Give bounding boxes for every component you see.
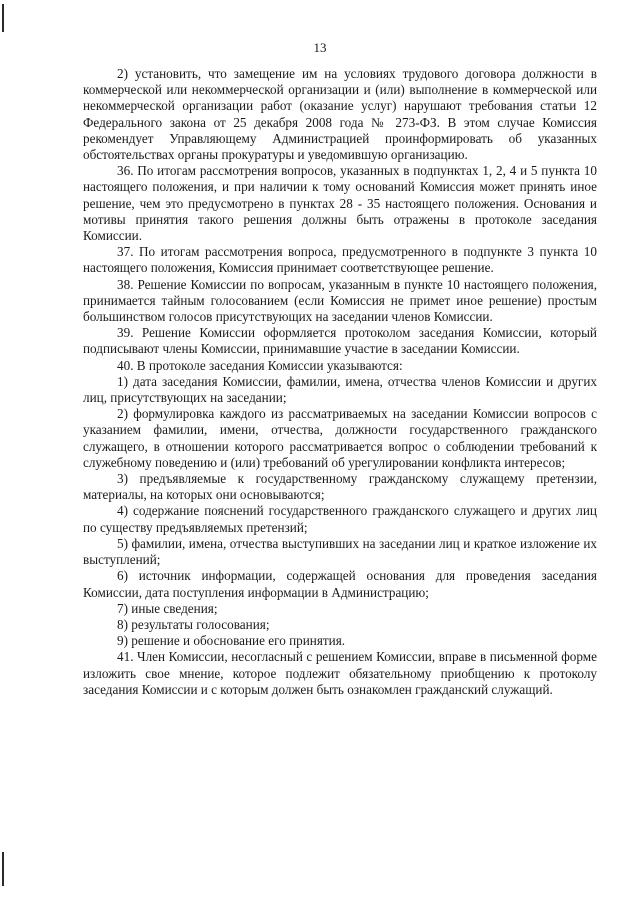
- paragraph-40-item-7: 7) иные сведения;: [117, 600, 218, 616]
- paragraph-40-item-6: 6) источник информации, содержащей основания для проведения заседания Комиссии, дата поступления информации в Администрацию;: [83, 568, 597, 600]
- paragraph-36: 36. По итогам рассмотрения вопросов, указанных в подпунктах 1, 2, 4 и 5 пункта 10 настоящего положения, и при наличии к тому оснований Комиссия может принять иное решение, чем это предусмотрено в пунктах 28 - 35 настоящего положения. Основания и мотивы принятия такого решения должны быть отражены в протоколе заседания Комиссии.: [83, 163, 597, 244]
- paragraph-41: 41. Член Комиссии, несогласный с решением Комиссии, вправе в письменной форме изложить свое мнение, которое подлежит обязательному приобщению к протоколу заседания Комиссии и с которым должен быть ознакомлен гражданский служащий.: [83, 649, 597, 697]
- paragraph-40-item-2: 2) формулировка каждого из рассматриваемых на заседании Комиссии вопросов с указанием фамилии, имени, отчества, должности государственного гражданского служащего, в отношении которого рассматривается вопрос о соблюдении требований к служебному поведению и (или) требований об урегулировании конфликта интересов;: [83, 406, 597, 470]
- paragraph-40-item-8: 8) результаты голосования;: [117, 616, 270, 632]
- page-number: 13: [313, 40, 327, 55]
- paragraph-37: 37. По итогам рассмотрения вопроса, предусмотренного в подпункте 3 пункта 10 настоящего положения, Комиссия принимает соответствующее решение.: [83, 244, 597, 276]
- paragraph-40: 40. В протоколе заседания Комиссии указываются:: [117, 357, 403, 373]
- scan-edge-mark-bottom: [2, 852, 4, 886]
- paragraph-38: 38. Решение Комиссии по вопросам, указанным в пункте 10 настоящего положения, принимается тайным голосованием (если Комиссия не примет иное решение) простым большинством голосов присутствующих на заседании членов Комиссии.: [83, 276, 597, 325]
- paragraph-39: 39. Решение Комиссии оформляется протоколом заседания Комиссии, который подписывают члены Комиссии, принимавшие участие в заседании Комиссии.: [83, 325, 597, 357]
- paragraph-40-item-5: 5) фамилии, имена, отчества выступивших на заседании лиц и краткое изложение их выступлений;: [83, 535, 597, 568]
- paragraph-2-subpoint: 2) установить, что замещение им на условиях трудового договора должности в коммерческой или некоммерческой организации и (или) выполнение в коммерческой или некоммерческой организации работ (оказание услуг) нарушают требования статьи 12 Федерального закона от 25 декабря 2008 года № 273-ФЗ. В этом случае Комиссия рекомендует Управляющему Администрацией проинформировать об указанных обстоятельствах органы прокуратуры и уведомившую организацию.: [83, 66, 597, 163]
- paragraph-40-item-1: 1) дата заседания Комиссии, фамилии, имена, отчества членов Комиссии и других лиц, присутствующих на заседании;: [83, 373, 597, 406]
- paragraph-40-item-4: 4) содержание пояснений государственного гражданского служащего и других лиц по существу предъявляемых претензий;: [83, 503, 597, 535]
- paragraph-40-item-9: 9) решение и обоснование его принятия.: [117, 633, 346, 649]
- scan-edge-mark-top: [2, 4, 4, 32]
- document-body: [83, 66, 597, 698]
- paragraph-40-item-3: 3) предъявляемые к государственному гражданскому служащему претензии, материалы, на которых они основываются;: [83, 471, 597, 503]
